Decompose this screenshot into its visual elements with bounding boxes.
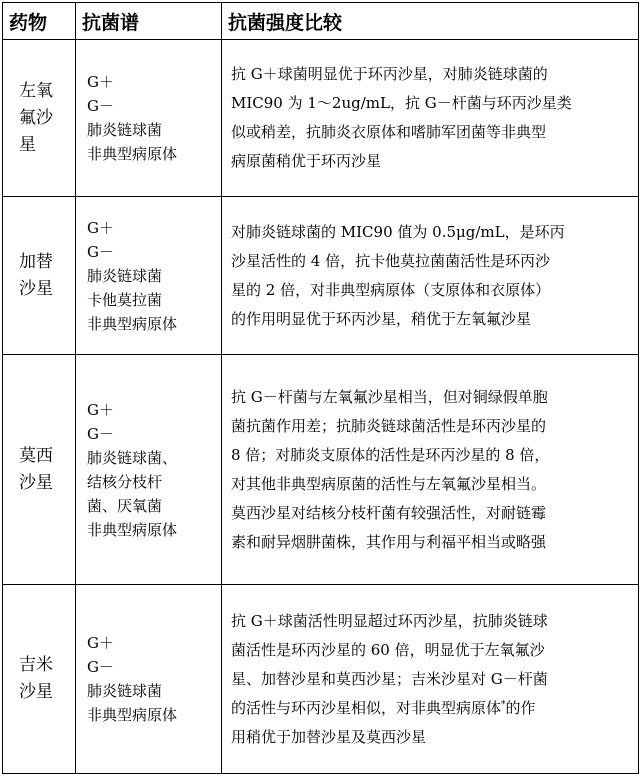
- comparison-line: 的作用明显优于环丙沙星，稍优于左氧氟沙星: [231, 309, 532, 328]
- comparison-line: 菌抗菌作用差；抗肺炎链球菌活性是环丙沙星的: [231, 416, 547, 435]
- comparison-line: 病原菌稍优于环丙沙星: [231, 152, 382, 170]
- drug-cell: [3, 197, 76, 355]
- spectrum-item: 非典型病原体: [87, 314, 178, 333]
- comparison-line: 菌活性是环丙沙星的 60 倍，明显优于左氧氟沙: [231, 640, 545, 659]
- drug-cell: [3, 40, 76, 197]
- spectrum-item: 非典型病原体: [87, 520, 178, 539]
- comparison-line: 抗 G－杆菌与左氧氟沙星相当，但对铜绿假单胞: [231, 387, 548, 406]
- comparison-line-text: 的活性与环丙沙星相似，对非典型病原体: [231, 698, 502, 717]
- comparison-line: 抗 G＋球菌活性明显超过环丙沙星，抗肺炎链球: [231, 611, 548, 630]
- spectrum-item: G＋: [87, 73, 114, 91]
- spectrum-item: G＋: [87, 634, 114, 652]
- table-row: [3, 355, 639, 585]
- comparison-line: 素和耐异烟肼菌株，其作用与利福平相当或略强: [231, 532, 547, 551]
- comparison-line: 星的 2 倍，对非典型病原体（支原体和衣原体）: [231, 280, 551, 299]
- drug-name-line: 氟沙: [19, 107, 53, 128]
- drug-name-line: 左氧: [19, 80, 53, 101]
- spectrum-item: 肺炎链球菌: [87, 682, 163, 700]
- spectrum-item: 结核分枝杆: [87, 472, 163, 491]
- spectrum-cell: [76, 355, 222, 585]
- spectrum-item: 菌、厌氧菌: [87, 496, 163, 515]
- comparison-line: 8 倍；对肺炎支原体的活性是环丙沙星的 8 倍，: [231, 445, 550, 464]
- comparison-line: 星、加替沙星和莫西沙星；吉米沙星对 G－杆菌: [231, 669, 548, 688]
- comparison-cell: [222, 585, 639, 774]
- drug-name-line: 沙星: [19, 682, 53, 702]
- comparison-line: 对肺炎链球菌的 MIC90 值为 0.5μg/mL，是环丙: [231, 222, 565, 241]
- drug-name-line: 加替: [19, 251, 53, 272]
- antibacterial-comparison-table: [2, 2, 639, 774]
- comparison-line: [231, 694, 632, 723]
- spectrum-item: G－: [87, 97, 114, 115]
- spectrum-item: 肺炎链球菌、: [87, 448, 178, 467]
- drug-name-line: 沙星: [19, 472, 53, 493]
- spectrum-item: G－: [87, 658, 114, 676]
- spectrum-cell: [76, 40, 222, 197]
- drug-name-line: 吉米: [19, 655, 53, 675]
- header-spectrum: 抗菌谱: [76, 3, 222, 40]
- comparison-line: 似或稍差，抗肺炎衣原体和嗜肺军团菌等非典型: [231, 123, 547, 141]
- spectrum-item: G＋: [87, 218, 114, 237]
- comparison-cell: [222, 355, 639, 585]
- spectrum-item: 肺炎链球菌: [87, 121, 163, 139]
- comparison-line: 用稍优于加替沙星及莫西沙星: [231, 727, 427, 746]
- spectrum-item: 非典型病原体: [87, 706, 178, 724]
- comparison-line: 沙星活性的 4 倍，抗卡他莫拉菌菌活性是环丙沙: [231, 251, 551, 270]
- comparison-line: 对其他非典型病原菌的活性与左氧氟沙星相当。: [231, 474, 547, 493]
- drug-cell: [3, 355, 76, 585]
- footnote-mark: *: [501, 699, 506, 710]
- table-row: [3, 40, 639, 197]
- spectrum-item: G＋: [87, 400, 114, 419]
- drug-name-line: 莫西: [19, 445, 53, 466]
- header-drug: 药物: [3, 3, 76, 40]
- table-row: [3, 585, 639, 774]
- comparison-line: 莫西沙星对结核分枝杆菌有较强活性，对耐链霉: [231, 503, 547, 522]
- spectrum-item: G－: [87, 424, 114, 443]
- table-row: [3, 197, 639, 355]
- comparison-line-tail: 的作: [505, 698, 536, 717]
- header-row: [3, 3, 639, 40]
- spectrum-cell: [76, 585, 222, 774]
- spectrum-cell: [76, 197, 222, 355]
- spectrum-item: 非典型病原体: [87, 145, 178, 163]
- spectrum-item: G－: [87, 242, 114, 261]
- spectrum-item: 卡他莫拉菌: [87, 290, 163, 309]
- drug-name-line: 星: [19, 134, 36, 155]
- comparison-cell: [222, 40, 639, 197]
- spectrum-item: 肺炎链球菌: [87, 266, 163, 285]
- header-comparison: 抗菌强度比较: [222, 3, 639, 40]
- drug-name-line: 沙星: [19, 278, 53, 299]
- drug-cell: [3, 585, 76, 774]
- comparison-line: MIC90 为 1～2ug/mL，抗 G－杆菌与环丙沙星类: [231, 94, 572, 112]
- comparison-cell: [222, 197, 639, 355]
- comparison-line: 抗 G＋球菌明显优于环丙沙星，对肺炎链球菌的: [231, 65, 548, 83]
